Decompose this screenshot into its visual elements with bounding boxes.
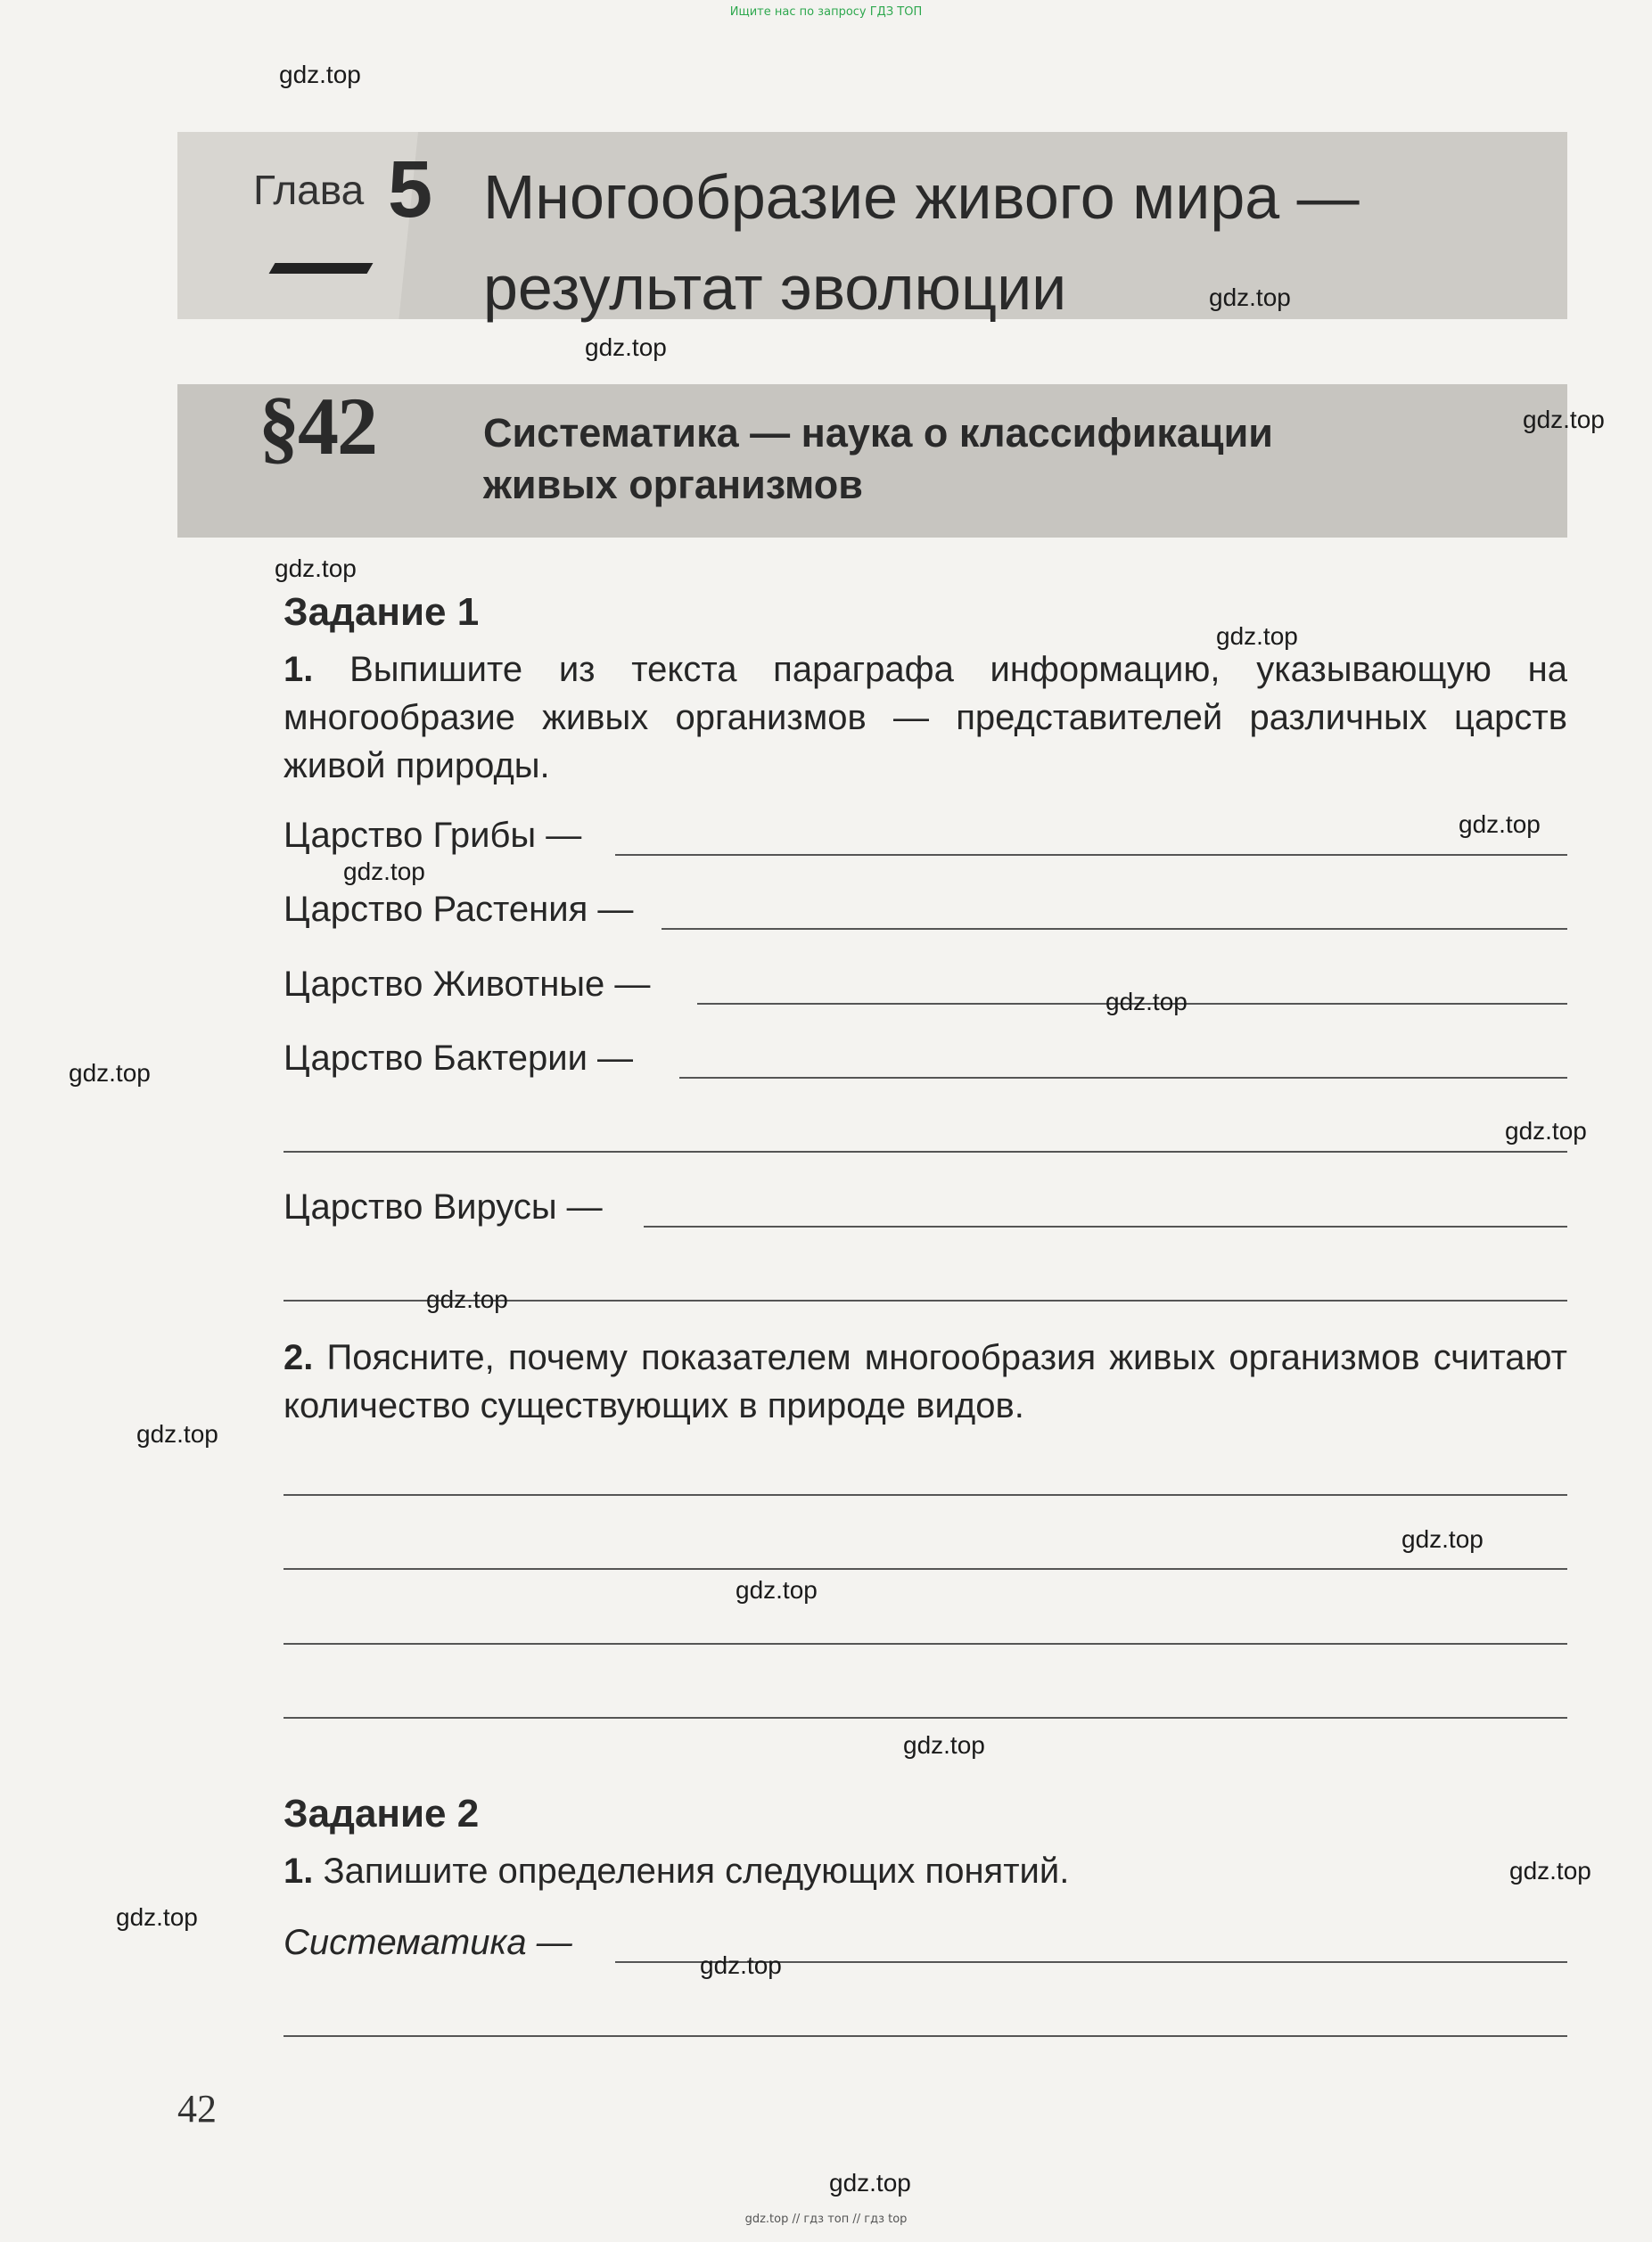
footer-links[interactable]: gdz.top // гдз топ // гдз top xyxy=(744,2213,908,2226)
question-number: 2. xyxy=(284,1338,314,1377)
question-text: Запишите определения следующих понятий. xyxy=(323,1852,1070,1891)
watermark-link[interactable]: gdz.top xyxy=(700,1951,782,1979)
watermark-link[interactable]: gdz.top xyxy=(1509,1857,1591,1885)
paragraph-title-line-1: Систематика — наука о классификации xyxy=(483,410,1273,456)
watermark-link[interactable]: gdz.top xyxy=(1523,406,1605,433)
watermark-link[interactable]: gdz.top xyxy=(585,333,667,361)
watermark-link[interactable]: gdz.top xyxy=(275,554,357,582)
paragraph-title-line-2: живых организмов xyxy=(483,462,863,507)
term-systematics-label: Систематика — xyxy=(284,1923,572,1962)
chapter-tab xyxy=(177,132,418,319)
kingdom-fungi-label: Царство Грибы — xyxy=(284,816,582,855)
kingdom-viruses-label: Царство Вирусы — xyxy=(284,1187,603,1227)
task-2-title: Задание 2 xyxy=(284,1792,480,1835)
watermark-link[interactable]: gdz.top xyxy=(1401,1525,1484,1553)
watermark-link[interactable]: gdz.top xyxy=(1459,810,1541,838)
answer-line-fungi[interactable] xyxy=(615,854,1567,856)
kingdom-plants-label: Царство Растения — xyxy=(284,890,634,929)
watermark-link[interactable]: gdz.top xyxy=(343,858,425,885)
watermark-link[interactable]: gdz.top xyxy=(1105,988,1188,1015)
chapter-title xyxy=(483,152,1553,333)
task-2-question-1 xyxy=(284,1847,1567,1895)
question-text: Выпишите из текста параграфа информацию, указывающую на многообразие живых организмов — представителей различных царств живой природы. xyxy=(284,650,1567,785)
question-text: Поясните, почему показателем многообразия живых организмов считают количество существующих в природе видов. xyxy=(284,1338,1567,1425)
question-number: 1. xyxy=(284,650,314,689)
watermark-link[interactable]: gdz.top xyxy=(1216,622,1298,650)
answer-line[interactable] xyxy=(284,1717,1567,1719)
watermark-link[interactable]: gdz.top xyxy=(279,61,361,88)
page-number: 42 xyxy=(177,2087,217,2131)
watermark-link[interactable]: gdz.top xyxy=(736,1576,818,1604)
kingdom-animals-label: Царство Животные — xyxy=(284,965,651,1004)
watermark-link[interactable]: gdz.top xyxy=(116,1903,198,1931)
chapter-dash-decoration xyxy=(269,263,374,274)
question-number: 1. xyxy=(284,1852,314,1891)
answer-line[interactable] xyxy=(284,1494,1567,1496)
chapter-title-line-2: результат эволюции xyxy=(483,253,1067,323)
paragraph-number: §42 xyxy=(259,381,376,472)
watermark-link[interactable]: gdz.top xyxy=(1505,1117,1587,1145)
answer-line-plants[interactable] xyxy=(662,928,1567,930)
watermark-link[interactable]: gdz.top xyxy=(136,1420,218,1448)
watermark-link[interactable]: gdz.top xyxy=(1209,283,1291,311)
answer-line-viruses[interactable] xyxy=(644,1226,1567,1228)
watermark-link[interactable]: gdz.top xyxy=(426,1285,508,1313)
answer-line-bacteria[interactable] xyxy=(679,1077,1567,1079)
chapter-label: Глава xyxy=(253,167,365,213)
task-1-question-1 xyxy=(284,645,1567,790)
answer-line-systematics-2[interactable] xyxy=(284,2035,1567,2037)
task-1-question-2 xyxy=(284,1334,1567,1430)
chapter-title-line-1: Многообразие живого мира — xyxy=(483,162,1360,232)
answer-line[interactable] xyxy=(284,1568,1567,1570)
task-1-title: Задание 1 xyxy=(284,590,480,634)
answer-line[interactable] xyxy=(284,1643,1567,1645)
answer-line-bacteria-2[interactable] xyxy=(284,1151,1567,1153)
watermark-link[interactable]: gdz.top xyxy=(829,2169,911,2197)
watermark-link[interactable]: gdz.top xyxy=(69,1059,151,1087)
watermark-link[interactable]: gdz.top xyxy=(903,1731,985,1759)
top-banner-link[interactable]: Ищите нас по запросу ГДЗ ТОП xyxy=(729,5,923,19)
chapter-number: 5 xyxy=(388,145,433,234)
kingdom-bacteria-label: Царство Бактерии — xyxy=(284,1039,634,1078)
paragraph-title xyxy=(483,407,1464,511)
